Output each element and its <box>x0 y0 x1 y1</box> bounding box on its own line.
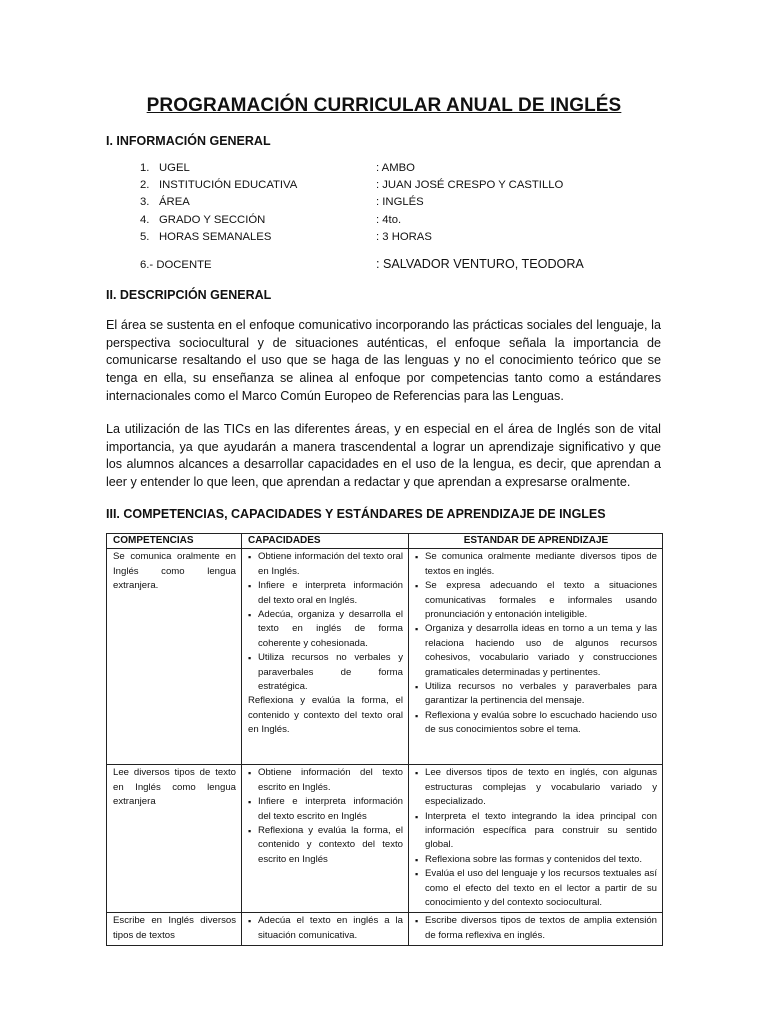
list-item: ▪ Obtiene información del texto escrito en Inglés. <box>258 766 403 795</box>
info-label: ÁREA <box>159 196 190 209</box>
capacidades-list <box>248 766 403 867</box>
info-number: 4. <box>140 213 150 226</box>
general-info-list <box>106 162 666 248</box>
list-item: ▪ Obtiene información del texto oral en Inglés. <box>258 550 403 579</box>
table-header-row <box>107 534 663 549</box>
list-item: ▪ Reflexiona y evalúa la forma, el contenido y contexto del texto escrito en Inglés <box>258 824 403 867</box>
docente-label: 6.- DOCENTE <box>140 259 212 271</box>
document-title: PROGRAMACIÓN CURRICULAR ANUAL DE INGLÉS <box>146 95 622 116</box>
section-heading-competencias: III. COMPETENCIAS, CAPACIDADES Y ESTÁNDARES DE APRENDIZAJE DE INGLES <box>106 507 606 521</box>
info-row-grado <box>106 214 666 231</box>
info-row-area <box>106 196 666 213</box>
info-value: : JUAN JOSÉ CRESPO Y CASTILLO <box>376 179 564 192</box>
info-value: : 3 HORAS <box>376 230 432 243</box>
info-number: 1. <box>140 162 150 174</box>
capacidades-cell <box>242 765 409 913</box>
info-row-ugel <box>106 162 666 179</box>
list-item: ▪ Evalúa el uso del lenguaje y los recursos textuales así como el efecto del texto en el lector a partir de su conocimiento y del contexto sociocultural. <box>425 867 657 910</box>
capacidad-text: Reflexiona y evalúa la forma, el contenido y contexto del texto oral en Inglés. <box>248 695 403 736</box>
estandar-list <box>415 550 657 737</box>
info-row-institucion <box>106 179 666 196</box>
capacidades-cell <box>242 913 409 946</box>
list-item: ▪ Se comunica oralmente mediante diversos tipos de textos en inglés. <box>425 550 657 579</box>
column-header-capacidades: CAPACIDADES <box>242 534 409 549</box>
competencia-cell: Lee diversos tipos de texto en Inglés como lengua extranjera <box>107 765 242 913</box>
info-label: HORAS SEMANALES <box>159 230 272 243</box>
info-row-docente <box>106 258 666 278</box>
section-heading-descripcion-general: II. DESCRIPCIÓN GENERAL <box>106 288 272 302</box>
list-item: ▪ Adecúa el texto en inglés a la situación comunicativa. <box>258 914 403 943</box>
competencia-cell: Escribe en Inglés diversos tipos de textos <box>107 913 242 946</box>
list-item: ▪ Utiliza recursos no verbales y paraverbales para garantizar la pertinencia del mensaje. <box>425 680 657 709</box>
list-item: ▪ Interpreta el texto integrando la idea principal con información específica para construir su sentido global. <box>425 810 657 853</box>
competencia-cell: Se comunica oralmente en Inglés como lengua extranjera. <box>107 549 242 765</box>
estandar-cell <box>409 549 663 765</box>
list-item: ▪ Lee diversos tipos de texto en inglés, con algunas estructuras complejas y vocabulario variado y especializado. <box>425 766 657 809</box>
info-label: UGEL <box>159 162 190 174</box>
capacidades-cell <box>242 549 409 765</box>
estandar-cell <box>409 765 663 913</box>
docente-value: : SALVADOR VENTURO, TEODORA <box>376 257 584 271</box>
list-item: ▪ Organiza y desarrolla ideas en torno a un tema y las relaciona haciendo uso de algunos recursos cohesivos, vocabulario variado y construcciones gramaticales determinadas y pertinentes. <box>425 622 657 680</box>
list-item: ▪ Escribe diversos tipos de textos de amplia extensión de forma reflexiva en inglés. <box>425 914 657 943</box>
table-row <box>107 765 663 913</box>
table-row <box>107 549 663 765</box>
info-row-horas <box>106 231 666 248</box>
section-heading-informacion-general: I. INFORMACIÓN GENERAL <box>106 134 271 148</box>
list-item: ▪ Reflexiona sobre las formas y contenidos del texto. <box>425 853 657 867</box>
info-number: 2. <box>140 179 150 192</box>
estandar-list <box>415 914 657 943</box>
list-item: ▪ Adecúa, organiza y desarrolla el texto en inglés de forma coherente y cohesionada. <box>258 608 403 651</box>
info-label: GRADO Y SECCIÓN <box>159 213 266 226</box>
description-paragraph-2: La utilización de las TICs en las diferentes áreas, y en especial en el área de Inglés son de vital importancia, ya que ayudarán a manera trascendental a lograr un aprendizaje significativo y que los alumnos alcances a desarrollar capacidades en el uso de la lengua, es decir, que aprendan a leer y entender lo que leen, que aprendan a redactar y que aprendan a expresarse oralmente. <box>106 422 661 490</box>
info-label: INSTITUCIÓN EDUCATIVA <box>159 179 298 192</box>
list-item: ▪ Infiere e interpreta información del texto oral en Inglés. <box>258 579 403 608</box>
column-header-competencias: COMPETENCIAS <box>107 534 242 549</box>
competencies-table <box>106 533 663 946</box>
list-item: ▪ Infiere e interpreta información del texto escrito en Inglés <box>258 795 403 824</box>
info-value: : AMBO <box>376 162 415 174</box>
capacidades-list <box>248 914 403 943</box>
description-paragraph-1: El área se sustenta en el enfoque comunicativo incorporando las prácticas sociales del lenguaje, la perspectiva sociocultural y de situaciones auténticas, el enfoque señala la importancia de comunicarse resaltando el uso que se haga de las lenguas y no el conocimiento teórico que se tenga en ella, su enseñanza se alinea al enfoque por competencias tanto como a estándares internacionales como el Marco Común Europeo de Referencias para las Lenguas. <box>106 318 661 403</box>
info-number: 5. <box>140 230 150 243</box>
list-item: ▪ Se expresa adecuando el texto a situaciones comunicativas formales e informales usando pronunciación y entonación inteligible. <box>425 579 657 622</box>
list-item: ▪ Utiliza recursos no verbales y paraverbales de forma estratégica. <box>258 651 403 694</box>
estandar-cell <box>409 913 663 946</box>
info-value: : 4to. <box>376 213 402 226</box>
column-header-estandar: ESTANDAR DE APRENDIZAJE <box>409 534 663 549</box>
info-number: 3. <box>140 196 150 209</box>
capacidades-list <box>248 550 403 694</box>
list-item: ▪ Reflexiona y evalúa sobre lo escuchado haciendo uso de sus conocimientos sobre el tema. <box>425 709 657 738</box>
table-row <box>107 913 663 946</box>
estandar-list <box>415 766 657 910</box>
info-value: : INGLÉS <box>376 196 424 209</box>
